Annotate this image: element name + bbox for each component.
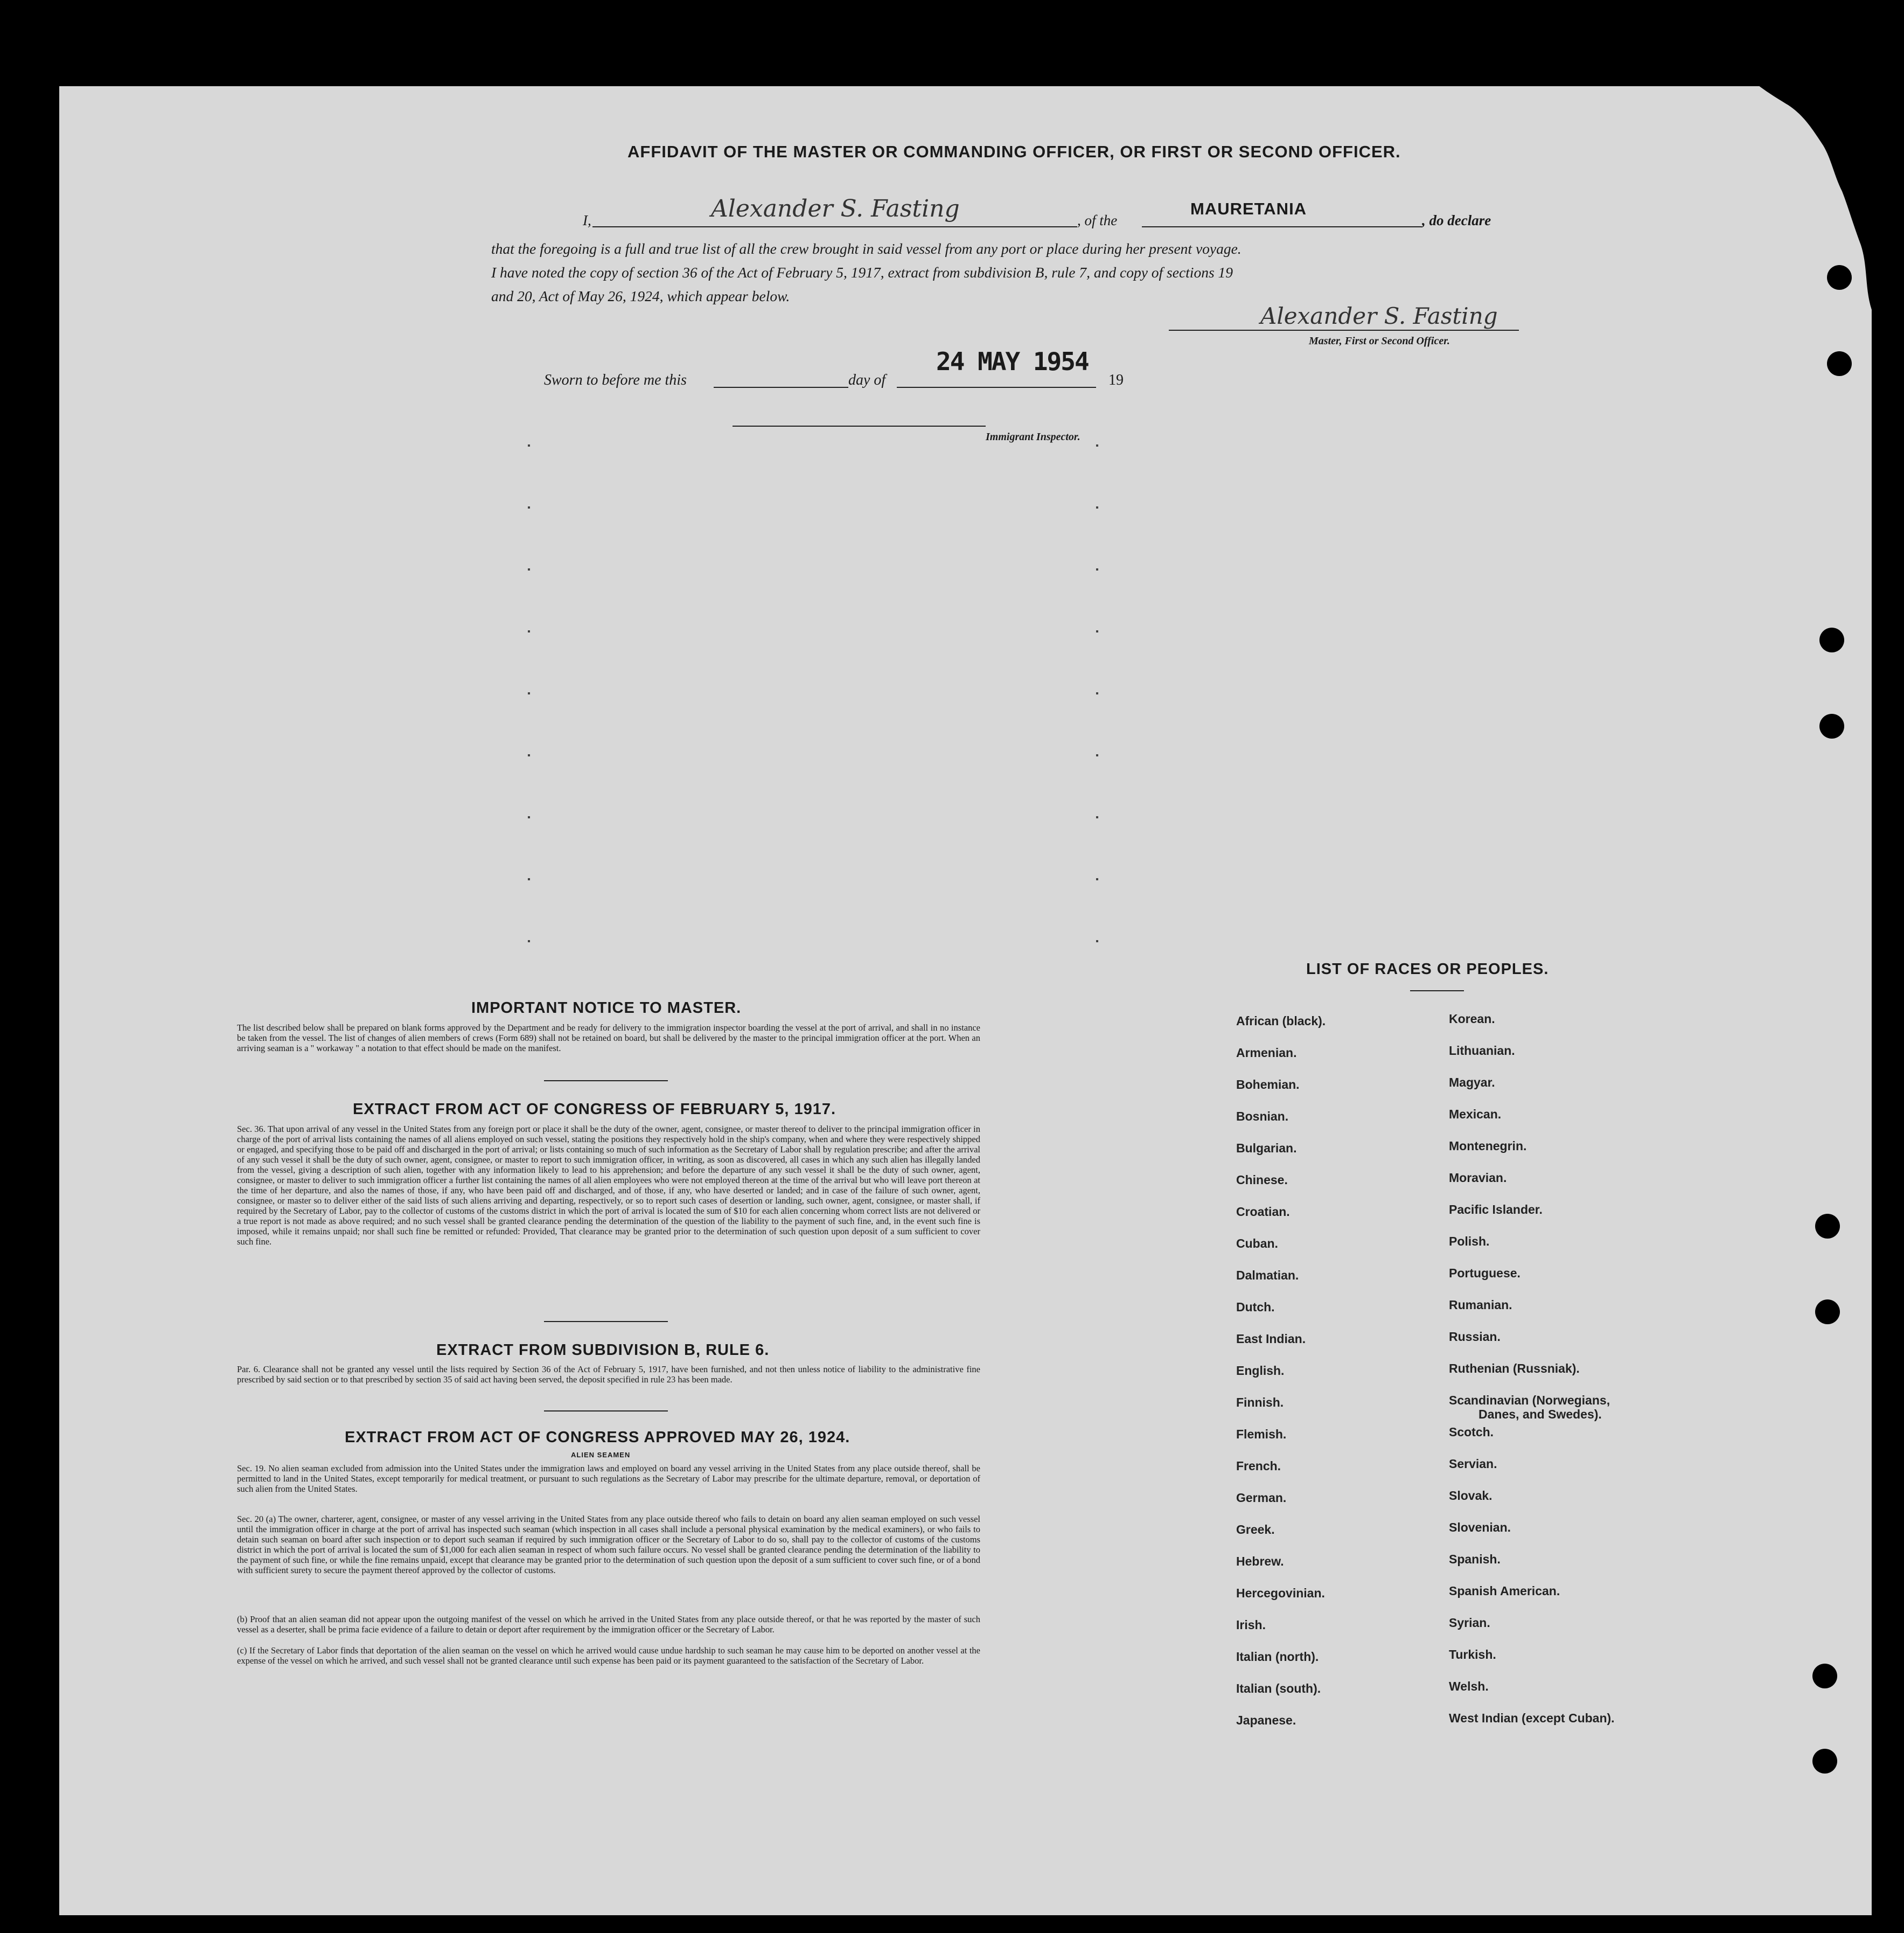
list-item: Lithuanian. bbox=[1449, 1044, 1515, 1058]
list-item: Spanish. bbox=[1449, 1552, 1501, 1566]
affidavit-of-the: , of the bbox=[1077, 212, 1118, 228]
list-item: Chinese. bbox=[1236, 1173, 1288, 1187]
list-item: Pacific Islander. bbox=[1449, 1202, 1543, 1216]
subdivision-divider bbox=[544, 1410, 668, 1411]
affidavit-title: AFFIDAVIT OF THE MASTER OR COMMANDING OFFICER, OR FIRST OR SECOND OFFICER. bbox=[627, 142, 1401, 161]
list-item: Bulgarian. bbox=[1236, 1141, 1297, 1155]
list-item: Slovenian. bbox=[1449, 1520, 1511, 1534]
list-item: Japanese. bbox=[1236, 1713, 1296, 1727]
sec-20c-text: (c) If the Secretary of Labor finds that deportation of the alien seaman on the vessel on which he arrived would cause undue hardship to such seaman he may cause him to be deported on another vessel at the expense of the vessel on which he arrived, and such vessel shall not be granted clearance until such expense has been paid or its payment guaranteed to the satisfaction of the Secretary of Labor. bbox=[237, 1645, 980, 1666]
signer-title: Master, First or Second Officer. bbox=[1309, 335, 1450, 347]
list-item: Spanish American. bbox=[1449, 1584, 1560, 1598]
list-item-continuation: Danes, and Swedes). bbox=[1478, 1407, 1602, 1421]
punch-hole bbox=[1827, 351, 1852, 376]
extract-1924-heading: EXTRACT FROM ACT OF CONGRESS APPROVED MAY 26, 1924. bbox=[345, 1429, 850, 1446]
subdivision-heading: EXTRACT FROM SUBDIVISION B, RULE 6. bbox=[436, 1341, 770, 1359]
list-item: Montenegrin. bbox=[1449, 1139, 1527, 1153]
punch-hole bbox=[1819, 714, 1844, 739]
list-item: Portuguese. bbox=[1449, 1266, 1521, 1280]
inspector-label: Immigrant Inspector. bbox=[986, 431, 1080, 443]
affidavit-do-declare: , do declare bbox=[1422, 212, 1491, 228]
list-item: Korean. bbox=[1449, 1012, 1495, 1026]
list-item: Moravian. bbox=[1449, 1171, 1507, 1185]
punch-hole bbox=[1815, 1214, 1840, 1239]
list-item: Bosnian. bbox=[1236, 1109, 1289, 1123]
affidavit-line-4: and 20, Act of May 26, 1924, which appear below. bbox=[491, 288, 790, 304]
list-item: Croatian. bbox=[1236, 1205, 1290, 1219]
punch-hole bbox=[1827, 265, 1852, 290]
list-item: Cuban. bbox=[1236, 1236, 1278, 1250]
torn-corner bbox=[1724, 84, 1880, 310]
extract-1917-divider bbox=[544, 1321, 668, 1322]
inspector-signature-line bbox=[733, 426, 986, 427]
extract-1917-heading: EXTRACT FROM ACT OF CONGRESS OF FEBRUARY 5, 1917. bbox=[353, 1101, 836, 1118]
list-item: Italian (south). bbox=[1236, 1681, 1321, 1695]
list-item: German. bbox=[1236, 1491, 1287, 1505]
list-item: Magyar. bbox=[1449, 1075, 1495, 1089]
list-item: Ruthenian (Russniak). bbox=[1449, 1361, 1580, 1375]
list-item: Welsh. bbox=[1449, 1679, 1489, 1693]
vessel-name: MAURETANIA bbox=[1190, 199, 1307, 218]
name-blank-line bbox=[592, 226, 1077, 227]
sec-19-text: Sec. 19. No alien seaman excluded from admission into the United States under the immigration laws and employed on board any vessel arriving in the United States from any place outside thereof, shall be permitted to land in the United States, except temporarily for medical treatment, or pursuant to such regulations as the Secretary of Labor may prescribe for the ultimate departure, removal, or deportation of such alien from the United States. bbox=[237, 1463, 980, 1494]
list-item: Dalmatian. bbox=[1236, 1268, 1299, 1282]
list-item: Mexican. bbox=[1449, 1107, 1502, 1121]
vessel-blank-line bbox=[1142, 226, 1422, 227]
sec-20b-text: (b) Proof that an alien seaman did not appear upon the outgoing manifest of the vessel on which he arrived in the United States from any place outside thereof, or that he was reported by the master of such vessel as a deserter, shall be prima facie evidence of a failure to detain or deport after requirement by the immigration officer or the Secretary of Labor. bbox=[237, 1614, 980, 1635]
list-item: French. bbox=[1236, 1459, 1281, 1473]
list-item: Servian. bbox=[1449, 1457, 1497, 1471]
alien-seamen-subheading: ALIEN SEAMEN bbox=[571, 1451, 631, 1459]
list-item: Russian. bbox=[1449, 1330, 1501, 1344]
list-item: Armenian. bbox=[1236, 1046, 1297, 1060]
sec-20a-text: Sec. 20 (a) The owner, charterer, agent, consignee, or master of any vessel arriving in the United States from any place outside thereof who fails to detain on board any alien seaman employed on such vessel until the immigration officer in charge at the port of arrival has inspected such seaman (which inspection in all cases shall include a personal physical examination by the medical examiners), or who fails to detain such seaman on board after such inspection or to deport such seaman if required by such immigration officer or the Secretary of Labor to do so, shall pay to the collector of customs of the customs district in which the port of arrival is located the sum of $1,000 for each alien seaman in respect of whom such failure occurs. No vessel shall be granted clearance pending the determination of the liability to the payment of such fine, or while the fine remains unpaid, except that clearance may be granted prior to the determination of such question upon the deposit of a sum sufficient to cover such fine, or of a bond with sufficient surety to secure the payment thereof approved by the collector of customs. bbox=[237, 1514, 980, 1575]
list-item: Hercegovinian. bbox=[1236, 1586, 1325, 1600]
races-divider bbox=[1410, 990, 1464, 991]
punch-hole bbox=[1812, 1664, 1837, 1688]
subdivision-text: Par. 6. Clearance shall not be granted any vessel until the lists required by Section 36 of the Act of February 5, 1917, have been furnished, and not then unless notice of liability to the administrative fine prescribed by said section or to that prescribed by section 35 of said act having been served, the deposit specified in rule 23 has been made. bbox=[237, 1364, 980, 1385]
list-item: West Indian (except Cuban). bbox=[1449, 1711, 1615, 1725]
affidavit-i-label: I, bbox=[583, 212, 591, 228]
year-prefix: 19 bbox=[1108, 372, 1124, 388]
punch-hole bbox=[1815, 1299, 1840, 1324]
list-item: Bohemian. bbox=[1236, 1077, 1300, 1091]
master-signature-mark: Alexander S. Fasting bbox=[1260, 303, 1498, 329]
sworn-day-line bbox=[714, 387, 848, 388]
list-item: English. bbox=[1236, 1364, 1285, 1378]
sworn-label: Sworn to before me this bbox=[544, 372, 687, 388]
master-signature-line bbox=[1169, 330, 1519, 331]
list-item: Scandinavian (Norwegians, bbox=[1449, 1393, 1610, 1407]
list-item: Greek. bbox=[1236, 1522, 1275, 1536]
list-item: Italian (north). bbox=[1236, 1650, 1319, 1664]
extract-1917-text: Sec. 36. That upon arrival of any vessel in the United States from any foreign port or place it shall be the duty of the owner, agent, consignee, or master thereof to deliver to the principal immigration officer in charge of the port of arrival lists containing the names of all aliens employed on such vessel, stating the positions they respectively hold in the ship's company, when and where they were respectively shipped or engaged, and specifying those to be paid off and discharged in the port of arrival; or lists containing so much of such information as the Secretary of Labor shall by regulation prescribe; and after the arrival of any such vessel it shall be the duty of such owner, agent, consignee, or master to report to such immigration officer, in writing, as soon as discovered, all cases in which any such alien has illegally landed from the vessel, giving a description of such alien, together with any information likely to lead to his apprehension; and before the departure of any such vessel it shall be the duty of such owner, agent, consignee, or master to deliver to such immigration officer a further list containing the names of all alien employees who were not employed thereon at the time of the arrival but who will leave port thereon at the time of her departure, and also the names of those, if any, who have been paid off and discharged, and of those, if any, who have deserted or landed; and in case of the failure of such owner, agent, consignee, or master so to deliver either of the said lists of such aliens arriving and departing, respectively, or so to report such cases of desertion or landing, such owner, agent, consignee, or master shall, if required by the Secretary of Labor, pay to the collector of customs of the customs district in which the port of arrival is located the sum of $10 for each alien concerning whom correct lists are not delivered or a true report is not made as above required; and no such vessel shall be granted clearance pending the determination of the question of the liability to the payment of such fine, and, in the event such fine is imposed, while it remains unpaid; nor shall such fine be remitted or refunded: Provided, That clearance may be granted prior to the determination of such question upon deposit of a sum sufficient to cover such fine. bbox=[237, 1124, 980, 1247]
list-item: Irish. bbox=[1236, 1618, 1266, 1632]
affidavit-line-3: I have noted the copy of section 36 of the Act of February 5, 1917, extract from subdivision B, rule 7, and copy of sections 19 bbox=[491, 264, 1233, 281]
list-item: East Indian. bbox=[1236, 1332, 1306, 1346]
day-of-label: day of bbox=[848, 372, 886, 388]
list-item: Dutch. bbox=[1236, 1300, 1275, 1314]
list-item: African (black). bbox=[1236, 1014, 1326, 1028]
list-item: Turkish. bbox=[1449, 1647, 1496, 1661]
list-item: Slovak. bbox=[1449, 1489, 1492, 1503]
sworn-month-line bbox=[897, 387, 1096, 388]
notice-text: The list described below shall be prepared on blank forms approved by the Department and be ready for delivery to the immigration inspector boarding the vessel at the port of arrival, and shall in no instance be taken from the vessel. The list of changes of alien members of crews (Form 689) shall not be retained on board, but shall be delivered by the master to the principal immigration officer at the port. When an arriving seaman is a " workaway " a notation to that effect should be made on the manifest. bbox=[237, 1023, 980, 1053]
notice-heading: IMPORTANT NOTICE TO MASTER. bbox=[471, 999, 742, 1017]
notice-divider bbox=[544, 1080, 668, 1081]
list-item: Syrian. bbox=[1449, 1616, 1490, 1630]
list-item: Hebrew. bbox=[1236, 1554, 1284, 1568]
races-heading: LIST OF RACES OR PEOPLES. bbox=[1306, 961, 1549, 978]
list-item: Finnish. bbox=[1236, 1395, 1284, 1409]
date-stamp: 24 MAY 1954 bbox=[936, 347, 1089, 376]
punch-hole bbox=[1819, 628, 1844, 652]
list-item: Polish. bbox=[1449, 1234, 1490, 1248]
list-item: Rumanian. bbox=[1449, 1298, 1512, 1312]
affidavit-line-2: that the foregoing is a full and true list of all the crew brought in said vessel from any port or place during her present voyage. bbox=[491, 240, 1242, 257]
list-item: Flemish. bbox=[1236, 1427, 1287, 1441]
punch-hole bbox=[1812, 1749, 1837, 1774]
list-item: Scotch. bbox=[1449, 1425, 1494, 1439]
master-signature-name: Alexander S. Fasting bbox=[711, 195, 960, 222]
